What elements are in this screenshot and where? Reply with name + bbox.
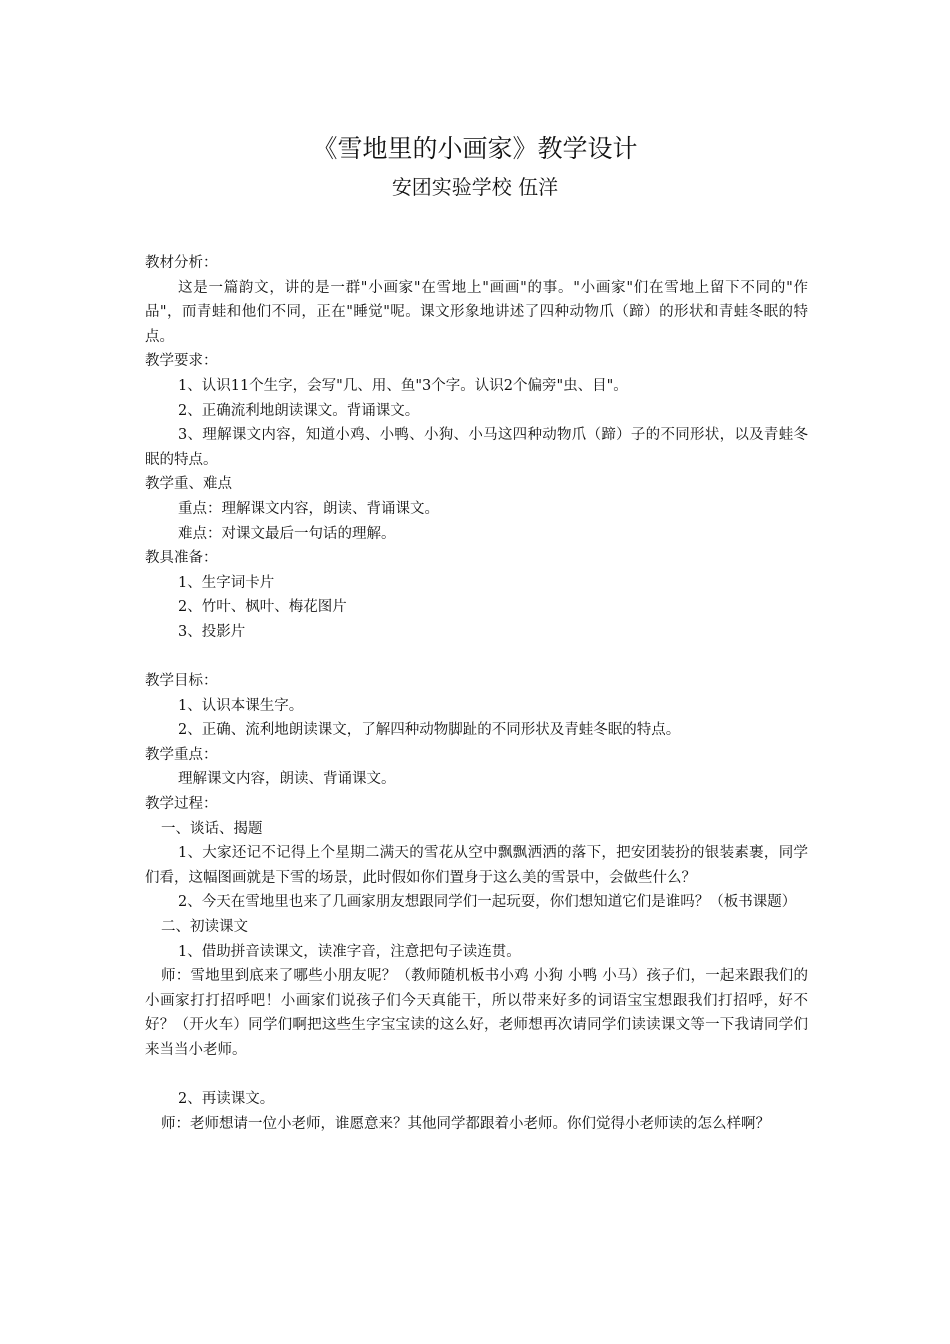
tools-heading: 教具准备： bbox=[145, 550, 218, 567]
difficulty-heading: 教学重、难点 bbox=[145, 476, 232, 493]
requirement-item: 2、正确流利地朗读课文。背诵课文。 bbox=[178, 402, 420, 419]
goal-item: 2、正确、流利地朗读课文，了解四种动物脚趾的不同形状及青蛙冬眠的特点。 bbox=[178, 722, 681, 739]
tool-item: 2、竹叶、枫叶、梅花图片 bbox=[178, 599, 347, 616]
goals-heading: 教学目标： bbox=[145, 673, 218, 690]
goal-item: 1、认识本课生字。 bbox=[178, 697, 304, 714]
section1-item: 2、今天在雪地里也来了几画家朋友想跟同学们一起玩耍，你们想知道它们是谁吗？（板书课题） bbox=[178, 894, 797, 911]
section2-item: 2、再读课文。 bbox=[178, 1091, 275, 1108]
requirement-item: 3、理解课文内容，知道小鸡、小鸭、小狗、小马这四种动物爪（蹄）子的不同形状，以及青蛙冬眠的特点。 bbox=[145, 427, 808, 468]
material-text: 这是一篇韵文，讲的是一群"小画家"在雪地上"画画"的事。"小画家"们在雪地上留下不同的"作品"，而青蛙和他们不同，正在"睡觉"呢。课文形象地讲述了四种动物爪（蹄）的形状和青蛙冬眠的特点。 bbox=[145, 279, 808, 345]
requirement-item: 1、认识11个生字，会写"几、用、鱼"3个字。认识2个偏旁"虫、目"。 bbox=[178, 377, 628, 394]
section2-item: 1、借助拼音读课文，读准字音，注意把句子读连贯。 bbox=[178, 943, 521, 960]
focus-text: 理解课文内容，朗读、背诵课文。 bbox=[178, 771, 396, 788]
material-heading: 教材分析： bbox=[145, 255, 218, 271]
document-body bbox=[145, 251, 808, 1136]
document-author: 安团实验学校 伍洋 bbox=[391, 175, 559, 199]
requirements-heading: 教学要求： bbox=[145, 353, 218, 370]
section2-heading: 二、初读课文 bbox=[161, 919, 248, 936]
tool-item: 3、投影片 bbox=[178, 623, 246, 640]
section1-heading: 一、谈话、揭题 bbox=[161, 820, 263, 837]
section1-item: 1、大家还记不记得上个星期二满天的雪花从空中飘飘洒洒的落下，把安团装扮的银装素裹，同学们看，这幅图画就是下雪的场景，此时假如你们置身于这么美的雪景中，会做些什么？ bbox=[145, 845, 808, 886]
document-title: 《雪地里的小画家》教学设计 bbox=[312, 134, 638, 163]
difficulty-key: 重点：理解课文内容，朗读、背诵课文。 bbox=[178, 500, 439, 517]
difficulty-hard: 难点：对课文最后一句话的理解。 bbox=[178, 525, 396, 542]
teacher-remark: 师：雪地里到底来了哪些小朋友呢？（教师随机板书小鸡 小狗 小鸭 小马）孩子们，一起来跟我们的小画家打打招呼吧！小画家们说孩子们今天真能干，所以带来好多的词语宝宝想跟我们打招呼，好不好？（开火车）同学们啊把这些生字宝宝读的这么好，老师想再次请同学们读读课文等一下我请同学们来当当小老师。 bbox=[145, 968, 808, 1058]
tool-item: 1、生字词卡片 bbox=[178, 574, 275, 591]
teacher-remark: 师：老师想请一位小老师，谁愿意来？其他同学都跟着小老师。你们觉得小老师读的怎么样啊？ bbox=[161, 1115, 770, 1132]
spacer bbox=[145, 1063, 808, 1088]
process-heading: 教学过程： bbox=[145, 796, 218, 813]
focus-heading: 教学重点： bbox=[145, 746, 218, 763]
spacer bbox=[145, 645, 808, 670]
